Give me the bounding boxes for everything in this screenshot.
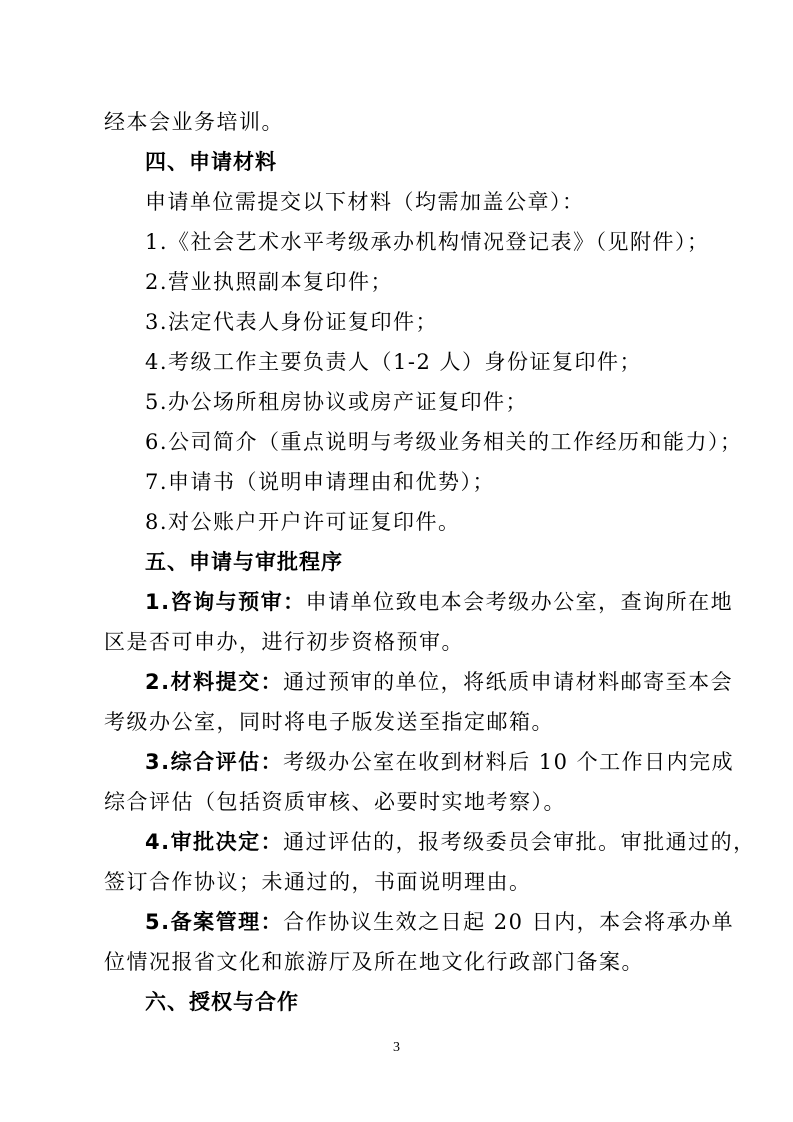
section-heading-6: 六、授权与合作: [145, 990, 299, 1014]
step-title: 3.综合评估：: [145, 750, 284, 774]
procedure-step: [145, 828, 793, 856]
list-item: 8.对公账户开户许可证复印件。: [145, 510, 461, 534]
paragraph-line: 签订合作协议；未通过的，书面说明理由。: [104, 870, 532, 894]
paragraph-line: 申请单位需提交以下材料（均需加盖公章）：: [145, 190, 585, 214]
paragraph-line: 区是否可申办，进行初步资格预审。: [104, 630, 464, 654]
procedure-step: [145, 668, 793, 696]
step-text: 申请单位致电本会考级办公室，查询所在地: [305, 590, 734, 614]
paragraph-line: 经本会业务培训。: [104, 110, 284, 134]
step-title: 1.咨询与预审：: [145, 590, 306, 614]
step-text: 通过预审的单位，将纸质申请材料邮寄至本会: [283, 670, 734, 694]
step-title: 5.备案管理：: [145, 910, 284, 934]
step-title: 4.审批决定：: [145, 830, 284, 854]
section-heading-4: 四、申请材料: [145, 150, 277, 174]
step-text: 通过评估的，报考级委员会审批。审批通过的，: [283, 830, 756, 854]
paragraph-line: 位情况报省文化和旅游厅及所在地文化行政部门备案。: [104, 950, 644, 974]
list-item: 3.法定代表人身份证复印件；: [145, 310, 439, 334]
paragraph-line: 考级办公室，同时将电子版发送至指定邮箱。: [104, 710, 554, 734]
step-title: 2.材料提交：: [145, 670, 284, 694]
list-item: 5.办公场所租房协议或房产证复印件；: [145, 390, 529, 414]
procedure-step: [145, 588, 793, 616]
page-number: 3: [393, 1040, 400, 1055]
paragraph-line: 综合评估（包括资质审核、必要时实地考察）。: [104, 790, 566, 814]
step-text: 合作协议生效之日起 20 日内，本会将承办单: [283, 910, 735, 934]
step-text: 考级办公室在收到材料后 10 个工作日内完成: [283, 750, 735, 774]
procedure-step: [145, 748, 793, 776]
section-heading-5: 五、申请与审批程序: [145, 550, 343, 574]
list-item: 1.《社会艺术水平考级承办机构情况登记表》（见附件）；: [145, 230, 710, 254]
list-item: 4.考级工作主要负责人（1-2 人）身份证复印件；: [145, 350, 643, 374]
list-item: 6.公司简介（重点说明与考级业务相关的工作经历和能力）；: [145, 430, 743, 454]
list-item: 7.申请书（说明申请理由和优势）；: [145, 470, 496, 494]
procedure-step: [145, 908, 793, 936]
list-item: 2.营业执照副本复印件；: [145, 270, 394, 294]
